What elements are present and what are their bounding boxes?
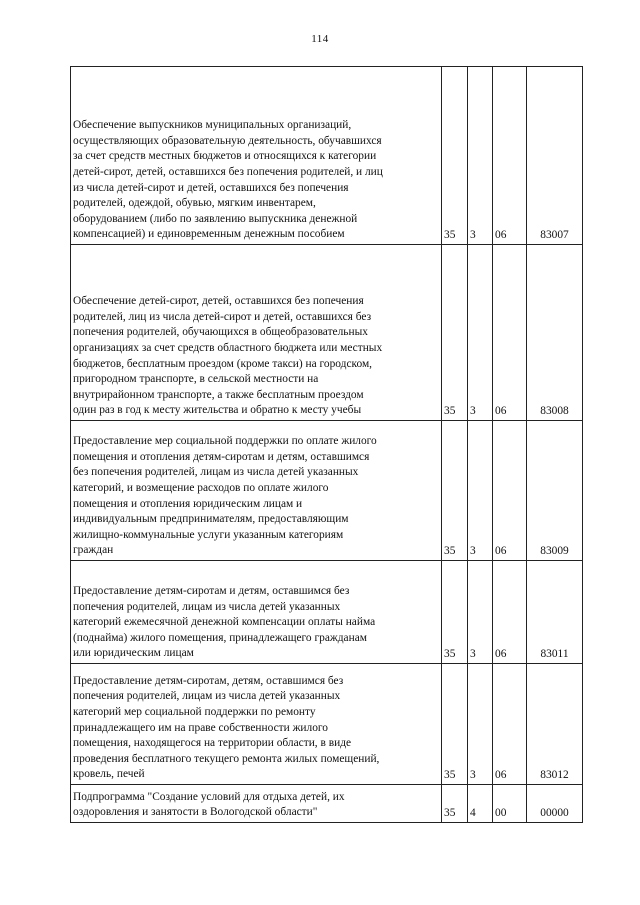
description-line: Подпрограмма "Создание условий для отдыха детей, их <box>73 790 345 803</box>
subprogram-code-cell: 4 <box>468 785 493 823</box>
main-activity-code-cell: 06 <box>493 67 527 245</box>
direction-code-cell: 83011 <box>527 561 583 664</box>
table-row <box>71 785 583 823</box>
direction-code-cell: 00000 <box>527 785 583 823</box>
direction-code-cell: 83008 <box>527 245 583 421</box>
description-line: Обеспечение выпускников муниципальных организаций, <box>73 119 352 132</box>
description-line: попечения родителей, лицам из числа детей указанных <box>73 690 341 703</box>
direction-code-cell: 83009 <box>527 421 583 561</box>
subprogram-code-cell: 3 <box>468 67 493 245</box>
program-code-cell: 35 <box>442 561 468 664</box>
description-line: категорий ежемесячной денежной компенсации оплаты найма <box>73 616 376 629</box>
main-activity-code-cell: 06 <box>493 664 527 785</box>
description-line: граждан <box>73 544 114 557</box>
description-line: кровель, печей <box>73 768 145 781</box>
description-line: Предоставление детям-сиротам, детям, оставшимся без <box>73 674 344 687</box>
description-line: оздоровления и занятости в Вологодской области" <box>73 806 318 819</box>
description-line: бюджетов, бесплатным проездом (кроме такси) на городском, <box>73 357 373 370</box>
program-code-cell: 35 <box>442 421 468 561</box>
description-line: Предоставление мер социальной поддержки по оплате жилого <box>73 435 377 448</box>
description-line: попечения родителей, лицам из числа детей указанных <box>73 600 341 613</box>
description-line: Обеспечение детей-сирот, детей, оставшихся без попечения <box>73 295 364 308</box>
subprogram-code-cell: 3 <box>468 245 493 421</box>
row-description <box>71 664 442 785</box>
description-line: помещения, находящегося на территории области, в виде <box>73 737 352 750</box>
description-line: без попечения родителей, лицам из числа детей указанных <box>73 466 359 479</box>
table-row <box>71 421 583 561</box>
page-number: 114 <box>311 33 329 45</box>
table-row <box>71 245 583 421</box>
row-description <box>71 785 442 823</box>
program-code-cell: 35 <box>442 664 468 785</box>
description-line: категорий, и возмещение расходов по оплате жилого <box>73 482 329 495</box>
description-line: организациях за счет средств областного бюджета или местных <box>73 342 383 355</box>
description-line: помещения и отопления юридическим лицам и <box>73 497 303 510</box>
main-activity-code-cell: 06 <box>493 245 527 421</box>
description-line: Предоставление детям-сиротам и детям, оставшимся без <box>73 585 350 598</box>
description-line: родителей, лиц из числа детей-сирот и детей, оставшихся без <box>73 310 372 323</box>
subprogram-code-cell: 3 <box>468 561 493 664</box>
row-description <box>71 421 442 561</box>
row-description <box>71 67 442 245</box>
description-line: внутрирайонном транспорте, а также бесплатным проездом <box>73 388 364 401</box>
main-activity-code-cell: 06 <box>493 421 527 561</box>
direction-code-cell: 83012 <box>527 664 583 785</box>
table-row <box>71 67 583 245</box>
row-description <box>71 561 442 664</box>
program-code-cell: 35 <box>442 245 468 421</box>
table-row <box>71 561 583 664</box>
direction-code-cell: 83007 <box>527 67 583 245</box>
program-code-cell: 35 <box>442 785 468 823</box>
description-line: детей-сирот, детей, оставшихся без попечения родителей, и лиц <box>73 166 383 179</box>
description-line: компенсацией) и единовременным денежным пособием <box>73 228 345 241</box>
main-activity-code-cell: 00 <box>493 785 527 823</box>
description-line: из числа детей-сирот и детей, оставшихся без попечения <box>73 181 349 194</box>
main-activity-code-cell: 06 <box>493 561 527 664</box>
description-line: оборудованием (либо по заявлению выпускника денежной <box>73 212 358 225</box>
description-line: помещения и отопления детям-сиротам и детям, оставшимся <box>73 450 370 463</box>
row-description <box>71 245 442 421</box>
program-code-cell: 35 <box>442 67 468 245</box>
description-line: пригородном транспорте, в сельской местности на <box>73 373 319 386</box>
description-line: (поднайма) жилого помещения, принадлежащего гражданам <box>73 631 367 644</box>
description-line: индивидуальным предпринимателям, предоставляющим <box>73 513 349 526</box>
subprogram-code-cell: 3 <box>468 421 493 561</box>
description-line: жилищно-коммунальные услуги указанным категориям <box>73 528 344 541</box>
description-line: осуществляющих образовательную деятельность, обучавшихся <box>73 134 382 147</box>
table-row <box>71 664 583 785</box>
description-line: попечения родителей, обучающихся в общеобразовательных <box>73 326 368 339</box>
description-line: один раз в год к месту жительства и обратно к месту учебы <box>73 404 362 417</box>
description-line: за счет средств местных бюджетов и относящихся к категории <box>73 150 377 163</box>
description-line: проведения бесплатного текущего ремонта жилых помещений, <box>73 752 380 765</box>
description-line: принадлежащего им на праве собственности жилого <box>73 721 328 734</box>
description-line: категорий мер социальной поддержки по ремонту <box>73 706 316 719</box>
description-line: родителей, одеждой, обувью, мягким инвентарем, <box>73 197 316 210</box>
subprogram-code-cell: 3 <box>468 664 493 785</box>
description-line: или юридическим лицам <box>73 647 194 660</box>
budget-classification-table <box>70 66 583 823</box>
